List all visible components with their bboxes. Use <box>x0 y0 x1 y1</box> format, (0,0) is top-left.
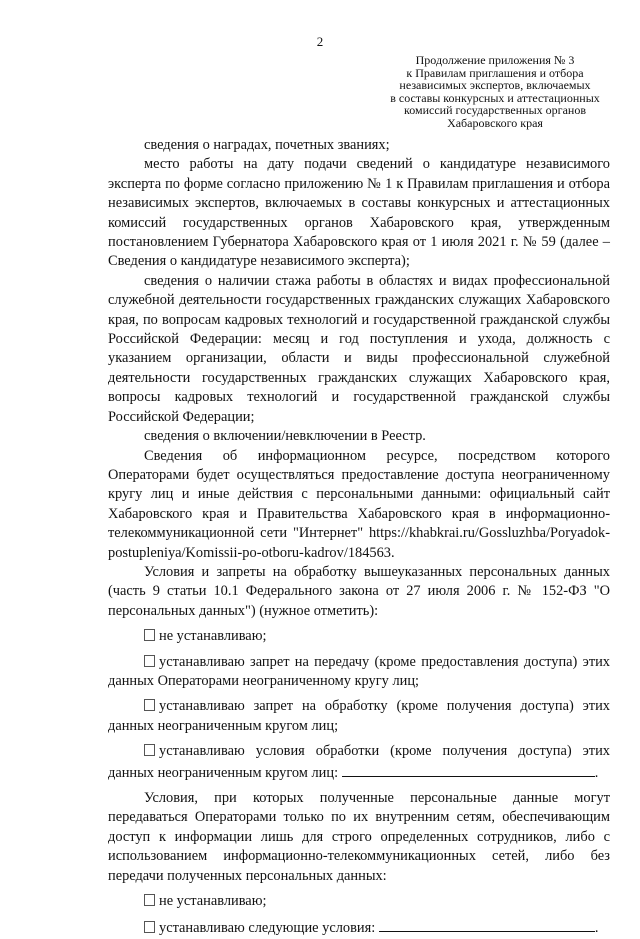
option-processing-ban[interactable] <box>108 697 610 736</box>
paragraph-transfer-conditions: Условия, при которых полученные персональные данные могут передаваться Операторами только по их внутренним сетям, обеспечивающим доступ к информации лишь для строго определенных сотрудников, либо с использованием информационно-телекоммуникационных сетей, либо без передачи полученных персональных данных: <box>108 790 610 884</box>
paragraph-workplace: место работы на дату подачи сведений о кандидатуре независимого эксперта по форме согласно приложению № 1 к Правилам приглашения и отбора независимых экспертов, включаемых в составы конкурсных и аттестационных комиссий государственных органов Хабаровского края, утвержденным постановлением Губернатора Хабаровского края от 1 июля 2021 г. № 59 (далее – Сведения о кандидатуре независимого эксперта); <box>108 156 610 270</box>
paragraph-experience: сведения о наличии стажа работы в областях и видах профессиональной служебной деятельности государственных гражданских служащих Хабаровского края, по вопросам кадровых технологий и государственной гражданской службы Российской Федерации: месяц и год поступления и ухода, должность с указанием организации, области и виды профессиональной служебной деятельности государственных гражданских служащих Хабаровского края, вопросы кадровых технологий и государственной гражданской службы Российской Федерации; <box>108 272 610 425</box>
option-no-conditions-2[interactable] <box>108 892 610 911</box>
option-processing-conditions[interactable] <box>108 742 610 783</box>
paragraph-registry: сведения о включении/невключении в Реестр. <box>144 428 426 445</box>
option-no-conditions[interactable] <box>108 627 610 646</box>
paragraph-info-resource: Сведения об информационном ресурсе, посредством которого Операторами будет осуществляться предоставление доступа неограниченному кругу лиц и иные действия с персональными данными: официальный сайт Хабаровского края и Правительства Хабаровского края в информационно-телекоммуникационной сети "Интернет" https://khabkrai.ru/Gossluzhba/Poryadok-postupleniya/Komissii-po-otboru-kadrov/184563. <box>108 447 610 561</box>
page-number: 2 <box>316 34 324 49</box>
option-label: устанавливаю условия обработки (кроме получения доступа) этих данных неограниченным кругом лиц: <box>108 743 610 781</box>
header-line: независимых экспертов, включаемых <box>399 78 591 92</box>
checkbox-icon[interactable] <box>144 894 155 906</box>
header-line: в составы конкурсных и аттестационных <box>390 90 600 105</box>
option-transfer-ban[interactable] <box>108 653 610 692</box>
checkbox-icon[interactable] <box>144 921 155 933</box>
option-following-conditions[interactable] <box>108 917 610 938</box>
option-end: . <box>594 764 599 781</box>
header-line: Продолжение приложения № 3 <box>415 53 575 67</box>
fill-in-line[interactable] <box>379 917 595 932</box>
document-body <box>108 136 610 939</box>
option-label: не устанавливаю; <box>159 893 267 910</box>
checkbox-icon[interactable] <box>144 655 155 667</box>
checkbox-icon[interactable] <box>144 629 155 641</box>
option-end: . <box>594 920 599 937</box>
checkbox-icon[interactable] <box>144 699 155 711</box>
option-label: устанавливаю следующие условия: <box>159 920 376 937</box>
option-label: не устанавливаю; <box>159 628 267 645</box>
option-label: устанавливаю запрет на обработку (кроме получения доступа) этих данных неограниченным кругом лиц; <box>108 698 610 734</box>
paragraph-awards: сведения о наградах, почетных званиях; <box>144 137 390 153</box>
option-label: устанавливаю запрет на передачу (кроме предоставления доступа) этих данных Операторами неограниченному кругу лиц; <box>108 653 610 689</box>
checkbox-icon[interactable] <box>144 744 155 756</box>
header-line: к Правилам приглашения и отбора <box>406 65 584 80</box>
header-line: комиссий государственных органов <box>403 103 586 117</box>
fill-in-line[interactable] <box>342 762 595 777</box>
header-line: Хабаровского края <box>447 115 543 130</box>
paragraph-restrictions: Условия и запреты на обработку вышеуказанных персональных данных (часть 9 статьи 10.1 Федерального закона от 27 июля 2006 г. № 152-ФЗ "О персональных данных") (нужное отметить): <box>108 563 610 619</box>
appendix-header <box>375 54 615 129</box>
